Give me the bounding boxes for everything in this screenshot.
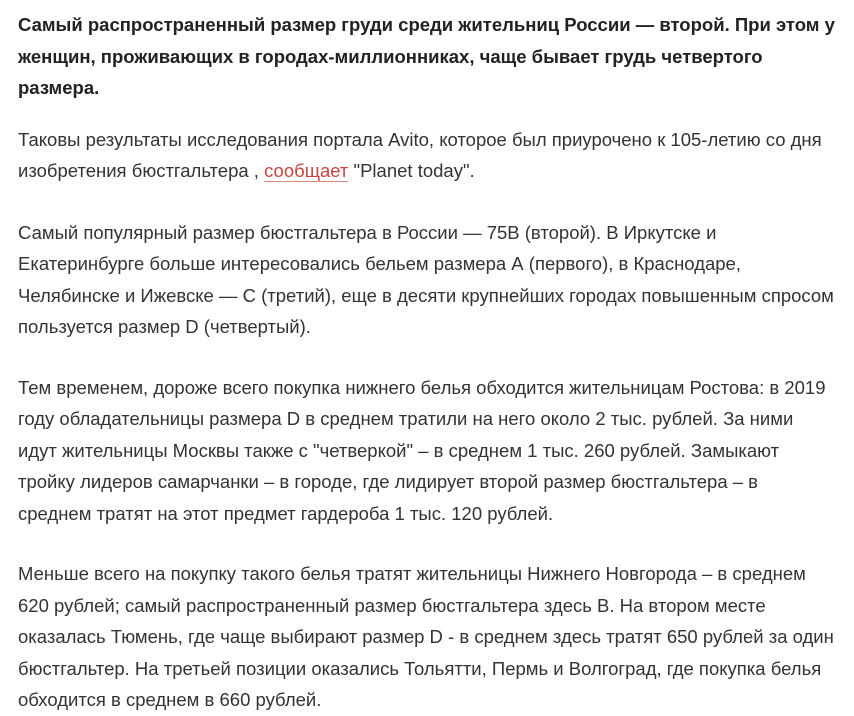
- article-paragraph-spending-lowest: Меньше всего на покупку такого белья тратят жительницы Нижнего Новгорода – в среднем 620 рублей; самый распространенный размер бюстгальтера здесь В. На втором месте оказалась Тюмень, где чаще выбирают размер D - в среднем здесь тратят 650 рублей за один бюстгальтер. На третьей позиции оказались Тольятти, Пермь и Волгоград, где покупка белья обходится в среднем в 660 рублей.: [18, 563, 834, 710]
- paragraph-text: "Planet today".: [348, 160, 475, 181]
- paragraph-text: Таковы результаты исследования портала Avito, которое был приурочено к 105-летию со дня изобретения бюстгальтера ,: [18, 128, 822, 181]
- article-paragraph-source: [18, 124, 836, 187]
- source-link[interactable]: сообщает: [264, 160, 349, 181]
- article-paragraph-spending-leaders: Тем временем, дороже всего покупка нижнего белья обходится жительницам Ростова: в 2019 году обладательницы размера D в среднем тратили на него около 2 тыс. рублей. За ними идут жительницы Москвы также с "четверкой" – в среднем 1 тыс. 260 рублей. Замыкают тройку лидеров самарчанки – в городе, где лидирует второй размер бюстгальтера – в среднем тратят на этот предмет гардероба 1 тыс. 120 рублей.: [18, 376, 826, 524]
- article-lead: Самый распространенный размер груди среди жительниц России — второй. При этом у женщин, проживающих в городах-миллионниках, чаще бывает грудь четвертого размера.: [18, 14, 835, 98]
- article-paragraph-popular-size: Самый популярный размер бюстгальтера в России — 75В (второй). В Иркутске и Екатеринбурге больше интересовались бельем размера А (первого), в Краснодаре, Челябинске и Ижевске — С (третий), еще в десяти крупнейших городах повышенным спросом пользуется размер D (четвертый).: [18, 221, 834, 337]
